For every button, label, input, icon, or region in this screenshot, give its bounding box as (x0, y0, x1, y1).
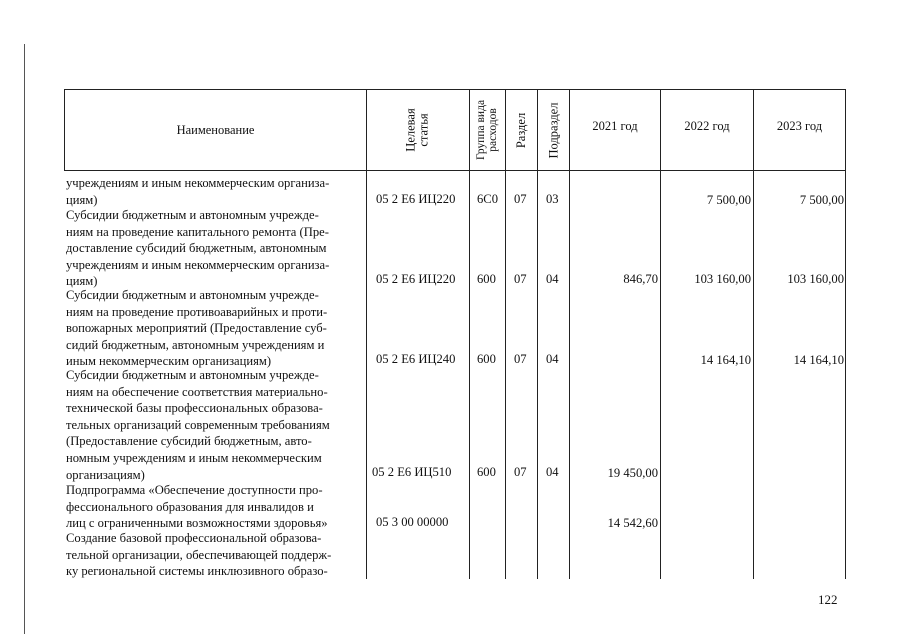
row-code: 05 2 Е6 ИЦ220 (376, 192, 456, 206)
header-target-article (367, 90, 469, 170)
row-description: Подпрограмма «Обеспечение доступности про- фессионального образования для инвалидов и лиц с ограниченными возможностями здоровья» (66, 483, 328, 531)
row-subsection: 03 (546, 192, 559, 206)
col-line (753, 89, 754, 579)
row-group: 600 (477, 352, 496, 366)
row-section: 07 (514, 192, 527, 206)
row-2023: 103 160,00 (787, 272, 844, 286)
row-subsection: 04 (546, 272, 559, 286)
row-description: учреждениям и иным некоммерческим организа- циям) (66, 176, 330, 207)
row-2021: 846,70 (623, 272, 658, 286)
col-line (660, 89, 661, 579)
header-expense-group (470, 90, 505, 170)
row-2021: 14 542,60 (607, 516, 658, 530)
header-section (506, 90, 537, 170)
row-2022: 103 160,00 (694, 272, 751, 286)
row-code: 05 3 00 00000 (376, 515, 449, 529)
header-target-article-text: Целевая статья (404, 108, 431, 152)
row-description: Создание базовой профессиональной образова- тельной организации, обеспечивающей поддерж- ку региональной системы инклюзивного образо- (66, 531, 332, 579)
row-2023: 14 164,10 (793, 353, 844, 367)
row-2022: 7 500,00 (706, 193, 751, 207)
row-2021: 19 450,00 (607, 466, 658, 480)
page-number: 122 (818, 592, 838, 607)
header-subsection (538, 90, 569, 170)
row-code: 05 2 Е6 ИЦ510 (372, 465, 452, 479)
header-2022: 2022 год (684, 118, 730, 133)
col-line (569, 89, 570, 579)
header-2021: 2021 год (592, 118, 638, 133)
header-expense-group-text: Группа вида расходов (475, 99, 500, 161)
header-subsection-text: Подраздел (546, 102, 560, 158)
row-2022: 14 164,10 (700, 353, 751, 367)
scan-edge-line (24, 44, 25, 634)
header-section-text: Раздел (514, 112, 529, 148)
header-name: Наименование (176, 122, 255, 137)
row-group: 600 (477, 272, 496, 286)
row-code: 05 2 Е6 ИЦ240 (376, 352, 456, 366)
row-section: 07 (514, 272, 527, 286)
row-section: 07 (514, 465, 527, 479)
col-line (845, 89, 846, 579)
row-description: Субсидии бюджетным и автономным учрежде- ниям на проведение противоаварийных и проти- вопожарных мероприятий (Предоставление суб- сидий бюджетным, автономным учреждениям и иным некоммерческим организациям) (66, 288, 328, 369)
row-description: Субсидии бюджетным и автономным учрежде- ниям на проведение капитального ремонта (Пре- доставление субсидий бюджетным, автономным учреждениям и иным некоммерческим организа- циям) (66, 208, 330, 289)
row-code: 05 2 Е6 ИЦ220 (376, 272, 456, 286)
row-group: 600 (477, 465, 496, 479)
row-group: 6С0 (477, 192, 498, 206)
row-section: 07 (514, 352, 527, 366)
row-description: Субсидии бюджетным и автономным учрежде- ниям на обеспечение соответствия материально- технической базы профессиональных образова- тельных организаций современным требованиям (Предоставление субсидий бюджетным, авто- номным учреждениям и иным некоммерческим организациям) (66, 368, 330, 482)
row-subsection: 04 (546, 352, 559, 366)
row-2023: 7 500,00 (799, 193, 844, 207)
row-subsection: 04 (546, 465, 559, 479)
header-2023: 2023 год (776, 118, 823, 133)
